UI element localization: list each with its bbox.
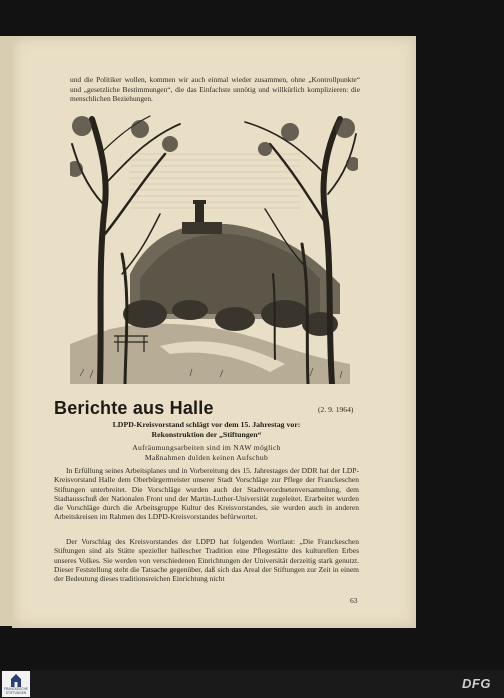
article-subheading-line-2: Maßnahmen dulden keinen Aufschub (144, 453, 269, 462)
building-icon (11, 674, 21, 687)
logo-label: FRANCKESCHE STIFTUNGEN (3, 687, 29, 695)
article-date: (2. 9. 1964) (318, 405, 354, 414)
article-subtitle-line-1: LDPD-Kreisvorstand schlägt vor dem 15. Jahrestag vor: (112, 420, 301, 429)
left-page-edge (0, 36, 12, 626)
dfg-logo: DFG (462, 676, 491, 691)
franckesche-stiftungen-logo (2, 671, 30, 697)
article-heading: Berichte aus Halle (54, 398, 214, 418)
page-number: 63 (350, 596, 358, 605)
footer-bar (0, 670, 504, 698)
article-subtitle-line-2: Rekonstruktion der „Stiftungen“ (151, 430, 262, 439)
article-paragraph-2: Der Vorschlag des Kreisvorstandes der LDPD hat folgenden Wortlaut: „Die Franckeschen Stiftungen sind als Stätte spezieller hallescher Tradition eine Pflegestätte des kulturellen Erbes unseres Volkes. Sie werden von verschiedenen Einrichtungen der Universität derzeitig stark genutzt. Dieser Feststellung steht die Tatsache gegenüber, daß sich das Areal der Stiftungen zur Zeit in einem der Bedeutung dieses traditionsreichen Einrichtung nicht (54, 537, 359, 584)
intro-text: und die Politiker wollen, kommen wir auch einmal wieder zusammen, ohne „Kontrollpunkte“ und „gesetzliche Bestimmungen“, die das Einfachste unnötig und willkürlich komplizieren: die menschlichen Beziehungen. (70, 75, 360, 104)
halle-landscape-illustration (70, 114, 358, 384)
article-paragraph-1: In Erfüllung seines Arbeitsplanes und in Vorbereitung des 15. Jahrestages der DDR hat der LDP-Kreisvorstand Halle dem Oberbürgermeister unserer Stadt Vorschläge zur Pflege der Franckeschen Stiftungen unterbreitet. Die Vorschläge wurden auch der Stadtverordnetenversammlung, dem Stadtausschuß der Nationalen Front und der Martin-Luther-Universität zugeleitet. Erarbeitet wurden die Vorschläge durch die Arbeitsgruppe Kultur des Kreisvorstandes, sie wurden auch in anderen Arbeitskreisen im Rahmen des LDPD-Kreisvorstandes befürwortet. (54, 466, 359, 522)
article-subheading-line-1: Aufräumungsarbeiten sind im NAW möglich (132, 443, 281, 452)
